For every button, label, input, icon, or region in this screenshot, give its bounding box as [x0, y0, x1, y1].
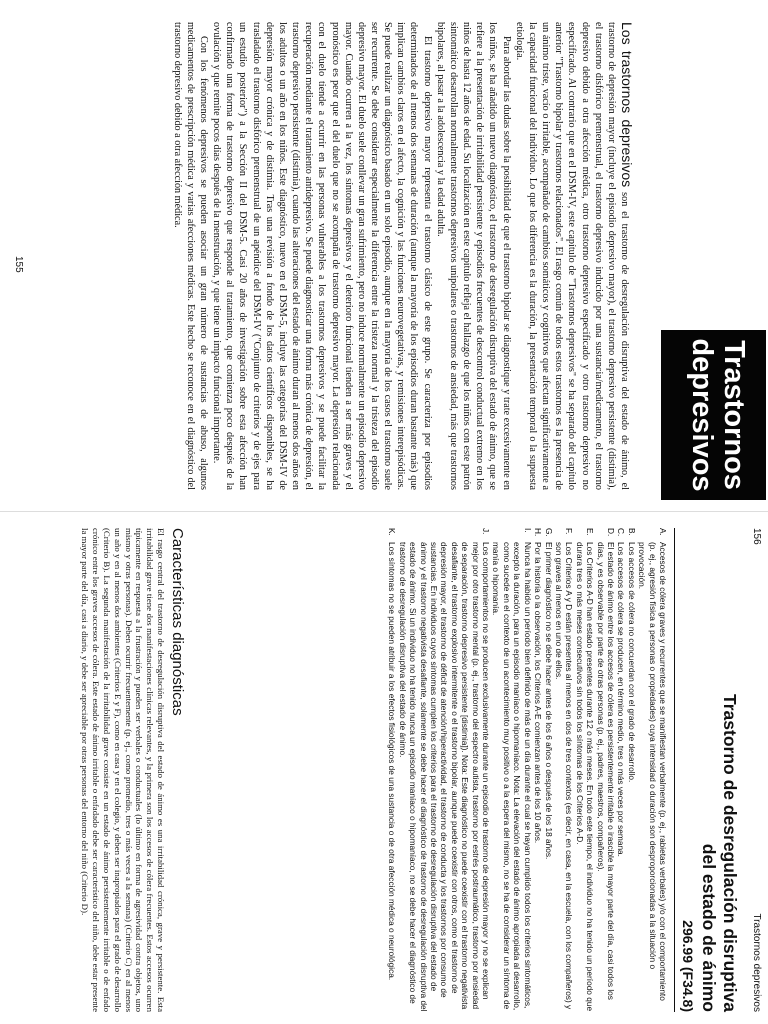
criterion-item [626, 528, 636, 1012]
disorder-title-line-2: del estado de ánimo [699, 843, 719, 1012]
page-gutter [0, 511, 768, 512]
criterion-text: Los comportamientos no se producen exclusivamente durante un episodio de trastorno de depresión mayor y no se explican mejor por otro trastorno mental (p. ej., trastorno del espectro autista, trastorno por estrés postraumático, trastorno por ansiedad de separación, trastorno depresivo persistente [distimia]). Nota: Este diagnóstico no puede coexistir con el trastorno negativista desafiante, el trastorno explosivo intermitente o el trastorno bipolar, aunque puede coexistir con otros, como el trastorno de depresión mayor, el trastorno de déficit de atención/hiperactividad, el trastorno de conducta y los trastornos por consumo de sustancias. En individuos cuyos síntomas cumplen los criterios para el trastorno de desregulación disruptiva del estado de ánimo y el trastorno negativista desafiante, solamente se debe hacer el diagnóstico de trastorno de desregulación disruptiva del estado de ánimo. Si un individuo no ha tenido nunca un episodio maníaco o hipomaníaco, no se debe hacer el diagnóstico de trastorno de desregulación disruptiva del estado de ánimo. [397, 542, 492, 1012]
section-heading: Características diagnósticas [169, 528, 186, 716]
disorder-title-line-1: Trastorno de desregulación disruptiva [720, 694, 740, 1012]
criterion-item [637, 528, 668, 1012]
diagnostic-code: 296.99 (F34.8) [680, 920, 696, 1012]
title-rule [674, 528, 675, 1012]
criterion-item [533, 528, 543, 1012]
chapter-title-box [661, 330, 766, 500]
criterion-letter: E. [585, 528, 596, 536]
criterion-letter: J. [481, 528, 492, 535]
criterion-text: Los síntomas no se pueden atribuir a los efectos fisiológicos de una sustancia o de otra afección médica o neurológica. [387, 542, 398, 981]
criterion-text: Los Criterios A y D están presentes al menos en dos de tres contextos (es decir, en casa, en la escuela, con los compañeros) y son graves al menos en uno de ellos. [553, 542, 575, 1010]
criterion-item [491, 528, 533, 1012]
criterion-letter: H. [533, 528, 544, 537]
disorder-title [698, 528, 740, 1012]
criterion-letter: F. [564, 528, 575, 535]
running-head: Trastornos depresivos [751, 913, 762, 1012]
criterion-letter: A. [658, 528, 668, 536]
criterion-item [554, 528, 575, 1012]
intro-paragraph-1 [513, 22, 633, 490]
criterion-text: El primer diagnóstico no se debe hacer antes de los 6 años o después de los 18 años. [543, 542, 554, 860]
chapter-title-line-2: depresivos [686, 338, 718, 492]
criterion-letter: G. [543, 528, 554, 537]
section-body-text: El rasgo central del trastorno de desregulación disruptiva del estado de ánimo es una irritabilidad crónica, grave y persistente. Esta irritabilidad grave tiene dos manifestaciones clínicas relevantes, y la primera son los accesos de cólera frecuentes. Estos accesos ocurren típicamente en respuesta a la frustración y pueden ser verbales o conductuales (lo último en forma de agresividad contra objetos, uno mismo y otras personas). Deben ocurrir frecuentemente (p. ej., como promedio, tres o más veces a la semana) (Criterio C) en al menos un año y en al menos dos ambientes (Criterios E y F), como en casa y en el colegio, y deben ser inapropiados para el grado de desarrollo (Criterio B). La segunda manifestación de la irritabilidad grave consiste en un estado de ánimo persistentemente irritable o de enfado crónico entre los graves accesos de cólera. Este estado de ánimo irritable o enfadado debe ser característico del niño, debe estar presente la mayor parte del día, casi a diario, y debe ser apreciable por otras personas del entorno del niño (Criterio D). [80, 528, 166, 1012]
criterion-letter: B. [626, 528, 637, 536]
criterion-item [574, 528, 595, 1012]
criterion-letter: I. [522, 528, 533, 533]
criterion-item [595, 528, 616, 1012]
intro-paragraph-3: El trastorno depresivo mayor representa el trastorno clásico de este grupo. Se caracteriza por episodios determinados de al menos dos semanas de duración (aunque la mayoría de los episodios duran bastante más) que implican cambios claros en el afecto, la cognición y las funciones neurovegetativas, y remisiones interepisódicas. Se puede realizar un diagnóstico basado en un solo episodio, aunque en la mayoría de los casos el trastorno suele ser recurrente. Se debe considerar especialmente la diferencia entre la tristeza normal y la tristeza del episodio depresivo mayor. El duelo suele conllevar un gran sufrimiento, pero no induce normalmente un episodio depresivo mayor. Cuando ocurren a la vez, los síntomas depresivos y el deterioro funcional tienden a ser más graves y el pronóstico es peor que el del duelo que no se acompaña de trastorno depresivo mayor. La depresión relacionada con el duelo tiende a ocurrir en las personas vulnerables a los trastornos depresivos y se puede facilitar la recuperación mediante el tratamiento antidepresivo. Se puede diagnosticar una forma más crónica de depresión, el trastorno depresivo persistente (distimia), cuando las alteraciones del estado de ánimo duran al menos dos años en los adultos o un año en los niños. Este diagnóstico, nuevo en el DSM-5, incluye las categorías del DSM-IV de depresión mayor crónica y de distimia. Tras una revisión a fondo de los datos científicos disponibles, se ha trasladado el trastorno disfórico premenstrual de un apéndice del DSM-IV ("Conjunto de criterios y de ejes para un estudio posterior") a la Sección II del DSM-5. Casi 20 años de investigación sobre esta afección han confirmado una forma de trastorno depresivo que responde al tratamiento, que comienza poco después de la ovulación y que remite pocos días después de la menstruación, y que tiene un impacto funcional importante. [211, 22, 433, 490]
page-number-left: 155 [13, 256, 24, 273]
criterion-text: Los accesos de cólera no concuerdan con el grado de desarrollo. [626, 542, 637, 783]
criterion-text: Accesos de cólera graves y recurrentes que se manifiestan verbalmente (p. ej., rabietas verbales) y/o con el comportamiento (p. ej., agresión física a personas o propiedades) cuya intensidad o duración son desproporcionadas a la situación o provocación. [637, 542, 668, 1001]
criterion-item [397, 528, 491, 1012]
criterion-item [543, 528, 553, 1012]
intro-paragraph-1-text: son el trastorno de desregulación disruptiva del estado de ánimo, el trastorno de depresión mayor (incluye el episodio depresivo mayor), el trastorno depresivo persistente (distimia), el trastorno disfórico premenstrual, el trastorno depresivo inducido por una sustancia/medicamento, el trastorno depresivo debido a otra afección médica, otro trastorno depresivo especificado y otro trastorno depresivo no especificado. Al contrario que en el DSM-IV, este capítulo de "Trastornos depresivos" se ha separado del capítulo anterior "Trastorno bipolar y trastornos relacionados". El rasgo común de todos estos trastornos es la presencia de un ánimo triste, vacío o irritable, acompañado de cambios somáticos y cognitivos que afectan significativamente a la capacidad funcional del individuo. Lo que los diferencia es la duración, la presentación temporal o la supuesta etiología. [513, 22, 630, 491]
criterion-item [387, 528, 397, 1012]
criterion-text: Nunca ha habido un período bien definido de más de un día durante el cual se hayan cumplido todos los criterios sintomáticos, excepto la duración, para un episodio maníaco o hipomaníaco. Nota: La elevación del estado de ánimo apropiada al desarrollo, como sucede en el contexto de un acontecimiento muy positivo o a la espera del mismo, no se ha de considerar un síntoma de manía o hipomanía. [491, 542, 533, 1011]
criterion-text: El estado de ánimo entre los accesos de cólera es persistentemente irritable o irascible la mayor parte del día, casi todos los días, y es observable por parte de otras personas (p. ej., padres, maestros, compañeros). [595, 542, 616, 1000]
criterion-letter: K. [387, 528, 398, 536]
criteria-list [387, 528, 668, 1012]
chapter-title-line-1: Trastornos [718, 340, 750, 490]
criterion-text: Por la historia o la observación, los Criterios A-E comienzan antes de los 10 años. [533, 542, 544, 844]
chapter-intro-text [171, 22, 633, 490]
page-number-right: 156 [751, 528, 762, 545]
criterion-text: Los Criterios A-D han estado presentes durante 12 o más meses. En todo este tiempo, el individuo no ha tenido un período que durara tres o más meses consecutivos sin todos los síntomas de los Criterios A-D. [574, 542, 596, 1012]
criterion-item [616, 528, 626, 1012]
intro-paragraph-4: Con los fenómenos depresivos se pueden asociar un gran número de sustancias de abuso, algunos medicamentos de prescripción médica y varias afecciones médicas. Este hecho se reconoce en el diagnóstico del trastorno depresivo debido a otra afección médica. [171, 22, 209, 490]
criterion-letter: C. [616, 528, 627, 537]
criterion-letter: D. [605, 528, 616, 537]
intro-paragraph-2: Para abordar las dudas sobre la posibilidad de que el trastorno bipolar se diagnostique y trate excesivamente en los niños, se ha añadido un nuevo diagnóstico, el trastorno de desregulación disruptiva del estado de ánimo, que se refiere a la presentación de irritabilidad persistente y episodios frecuentes de descontrol conductual extremo en los niños de hasta 12 años de edad. Su localización en este capítulo refleja el hallazgo de que los niños con este patrón sintomático desarrollan normalmente trastornos depresivos unipolares o trastornos de ansiedad, más que trastornos bipolares, al pasar a la adolescencia y la edad adulta. [434, 22, 512, 490]
criterion-text: Los accesos de cólera se producen, en término medio, tres o más veces por semana. [616, 542, 627, 857]
lead-phrase: Los trastornos depresivos [619, 22, 635, 188]
